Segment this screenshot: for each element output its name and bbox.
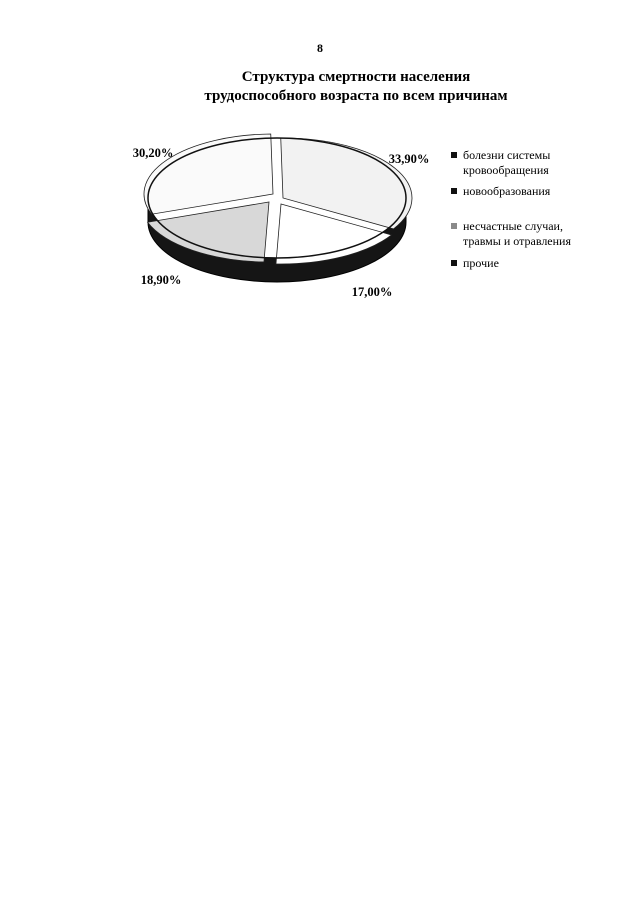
- legend-item-accidents: [451, 219, 571, 249]
- legend-label-neoplasms: новообразования: [463, 184, 551, 198]
- chart-title-line-1: Структура смертности населения: [241, 69, 471, 85]
- legend-item-circulatory: [451, 148, 550, 178]
- legend-item-other: [451, 256, 499, 271]
- legend-swatch-circulatory: [451, 152, 457, 158]
- slice-other-label: 30,20%: [132, 146, 174, 160]
- legend-item-neoplasms: [451, 184, 550, 199]
- legend-label-accidents: несчастные случаи, травмы и отравления: [463, 219, 571, 248]
- legend-label-other: прочие: [463, 256, 499, 270]
- legend-swatch-accidents: [451, 223, 457, 229]
- legend-label-circulatory: болезни системы кровообращения: [463, 148, 551, 177]
- slice-circulatory-label: 33,90%: [388, 152, 430, 166]
- slice-accidents-label: 18,90%: [140, 273, 182, 287]
- chart-title-line-2: трудоспособного возраста по всем причинам: [204, 88, 508, 104]
- legend-swatch-other: [451, 260, 457, 266]
- page-number: 8: [317, 41, 323, 55]
- slice-neoplasms-label: 17,00%: [351, 285, 393, 299]
- legend-swatch-neoplasms: [451, 188, 457, 194]
